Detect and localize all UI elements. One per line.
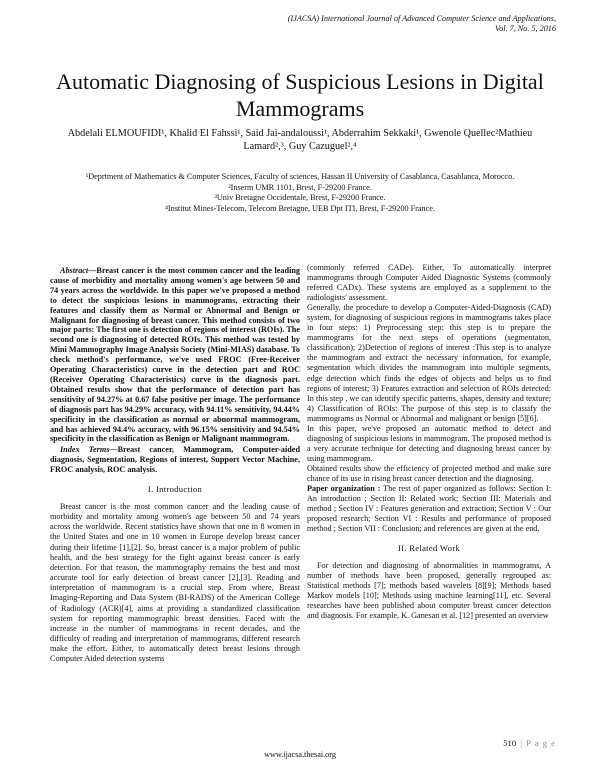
journal-volume: Vol. 7, No. 5, 2016 xyxy=(495,24,556,33)
affiliation-3: ³Univ Bretagne Occidentale, Brest, F-29200 France. xyxy=(214,193,386,203)
abstract xyxy=(50,266,300,444)
abstract-text: —Breast cancer is the most common cancer and the leading cause of morbidity and mortality among women's age between 50 and 74 years across the worldwide. In this paper we've proposed a method to detect the suspicious lesions in mammograms, extracting their features and classify them as Normal or Abnormal and Benign or Malignant for diagnosing of breast cancer. This method consists of two major parts: The first one is detection of regions of interest (ROIs). The second one is diagnosing of detected ROIs. This method was tested by Mini Mammography Image Analysis Society (Mini-MIAS) database. To check method's performance, we've used FROC (Free-Receiver Operating Characteristics) curve in the detection part and ROC (Receiver Operating Characteristics) curve in the diagnosis part. Obtained results show that the performance of detection part has sensitivity of 94.27% at 0.67 false positive per image. The performance of diagnosis part has 94.29% accuracy, with 94.11% sensitivity, 94.44% specificity in the classification as normal or abnormal mammogram, and has achieved 94.4% accuracy, with 96.15% sensitivity and 94.54% specificity in the classification as Benign or Malignant mammogram. xyxy=(50,266,300,444)
paper-title: Automatic Diagnosing of Suspicious Lesions in Digital Mammograms xyxy=(56,69,544,121)
index-terms-label: Index Terms xyxy=(60,445,110,455)
section-heading-introduction: I. Introduction xyxy=(147,484,203,495)
journal-name: (IJACSA) International Journal of Advanced Computer Science and Applications, xyxy=(287,14,556,23)
organization-text: The rest of paper organized as follows: Section I: An introduction ; Section II: Related work; Section III: Materials and method ; Section IV : Features generation and extraction; Section V : Our proposed research; Section VI : Results and performance of proposed method ; Section VII : Conclusion; and references are given at the end. xyxy=(307,484,551,534)
affiliation-2: ²Inserm UMR 1101, Brest, F-29200 France. xyxy=(228,182,372,192)
results-paragraph: Obtained results show the efficiency of projected method and make sure chance of its use in rising breast cancer detection and the diagnosing. xyxy=(307,463,551,483)
footer-url: www.ijacsa.thesai.org xyxy=(264,750,336,759)
journal-header xyxy=(236,14,556,34)
right-column xyxy=(307,263,551,621)
page-number-block xyxy=(503,738,556,748)
page-number: 510 xyxy=(503,738,517,748)
affiliation-4: ⁴Institut Mines-Telecom, Telecom Bretagne, UEB Dpt ITI, Brest, F-29200 France. xyxy=(165,203,435,213)
index-terms xyxy=(50,445,300,475)
organization-paragraph xyxy=(307,484,551,534)
cad-paragraph: (commonly referred CADe). Either, To automatically interpret mammograms through Computer Aided Diagnostic Systems (commonly referred CADx). These systems are employed as a supplement to the radiologists' assessment. xyxy=(307,263,551,303)
related-work-paragraph: For detection and diagnosing of abnormalities in mammograms, A number of methods have been proposed, generally regrouped as: Statistical methods [7]; methods based wavelets [8][9]; Methods based Markov models [10]; Methods using machine learning[11], etc. Several researches have been published about computer breast cancer detection and diagnosis. For example, K. Ganesan et al. [12] presented an overview xyxy=(307,561,551,621)
author-list: Abdelali ELMOUFIDI¹, Khalid El Fahssi¹, Said Jai-andaloussi¹, Abderrahim Sekkaki¹, Gwenole Quellec²Mathieu Lamard²,³, Guy Cazuguel²,⁴ xyxy=(67,128,533,152)
procedure-paragraph: Generally, the procedure to develop a Computer-Aided-Diagnosis (CAD) system, for diagnosing of suspicious regions in mammograms takes place in four steps: 1) Preprocessing step: this step is to prepare the mammograms for the next steps of operations (segmentaton, classification); 2)Detection of regions of interest :This step is to analyze the mammogram and extract the necessary information, for example, segmentation which divides the mammogram into multiple segments, edge detection which finds the edges of objects and helps us to find regions of interest; 3) Features extraction and selection of ROIs detected: In this step , we can identify specific patterns, shapes, density and texture; 4) Classification of ROIs: The purpose of this step is to classify the mammograms as Normal or Abnormal and malignant or benign [5][6]. xyxy=(307,303,551,423)
section-heading-related-work: II. Related Work xyxy=(398,543,460,554)
index-terms-text: —Breast cancer, Mammogram, Computer-aided diagnosis, Segmentation, Regions of interest, Support Vector Machine, FROC analysis, ROC analysis. xyxy=(50,445,300,475)
introduction-paragraph: Breast cancer is the most common cancer and the leading cause of morbidity and mortality among women's age between 50 and 74 years across the worldwide. Recent statistics have shown that one in 8 women in the United States and one in 10 women in Europe develop breast cancer during their lifetime [1],[2]. So, breast cancer is a major problem of public health, and the best strategy for the fight against breast cancer is early detection. For that reason, the mammography remains the best and most accurate tool for early detection of breast cancer [2],[3]. Reading and interpretation of mammogram is a crucial step. From where, Breast Imaging-Reporting and Data System (BI-RADS) of the American College of Radiology (ACR)[4], aims at providing a standardized classification system for reporting mammographic breast densities. Faced with the increase in the number of mammograms in recent decades, and the difficulty of reading and interpretation of mammograms, different research make the effort. Either, to automatically detect breast lesions through Computer Aided detection systems xyxy=(50,501,300,664)
left-column xyxy=(50,266,300,664)
proposed-paragraph: In this paper, we've proposed an automatic method to detect and diagnosing of suspicious lesions in mammogram. The proposed method is a very accurate technique for detecting and diagnosing breast cancer by using mammogram. xyxy=(307,423,551,463)
page-word: P a g e xyxy=(526,738,556,748)
affiliations xyxy=(10,172,590,214)
affiliation-1: ¹Deprtment of Mathematics & Computer Sciences, Faculty of sciences, Hassan II University of Casablanca, Casablanca, Morocco. xyxy=(85,172,515,181)
abstract-label: Abstract xyxy=(60,266,89,275)
page-separator: | xyxy=(520,738,522,748)
organization-label: Paper organization : xyxy=(307,484,381,494)
